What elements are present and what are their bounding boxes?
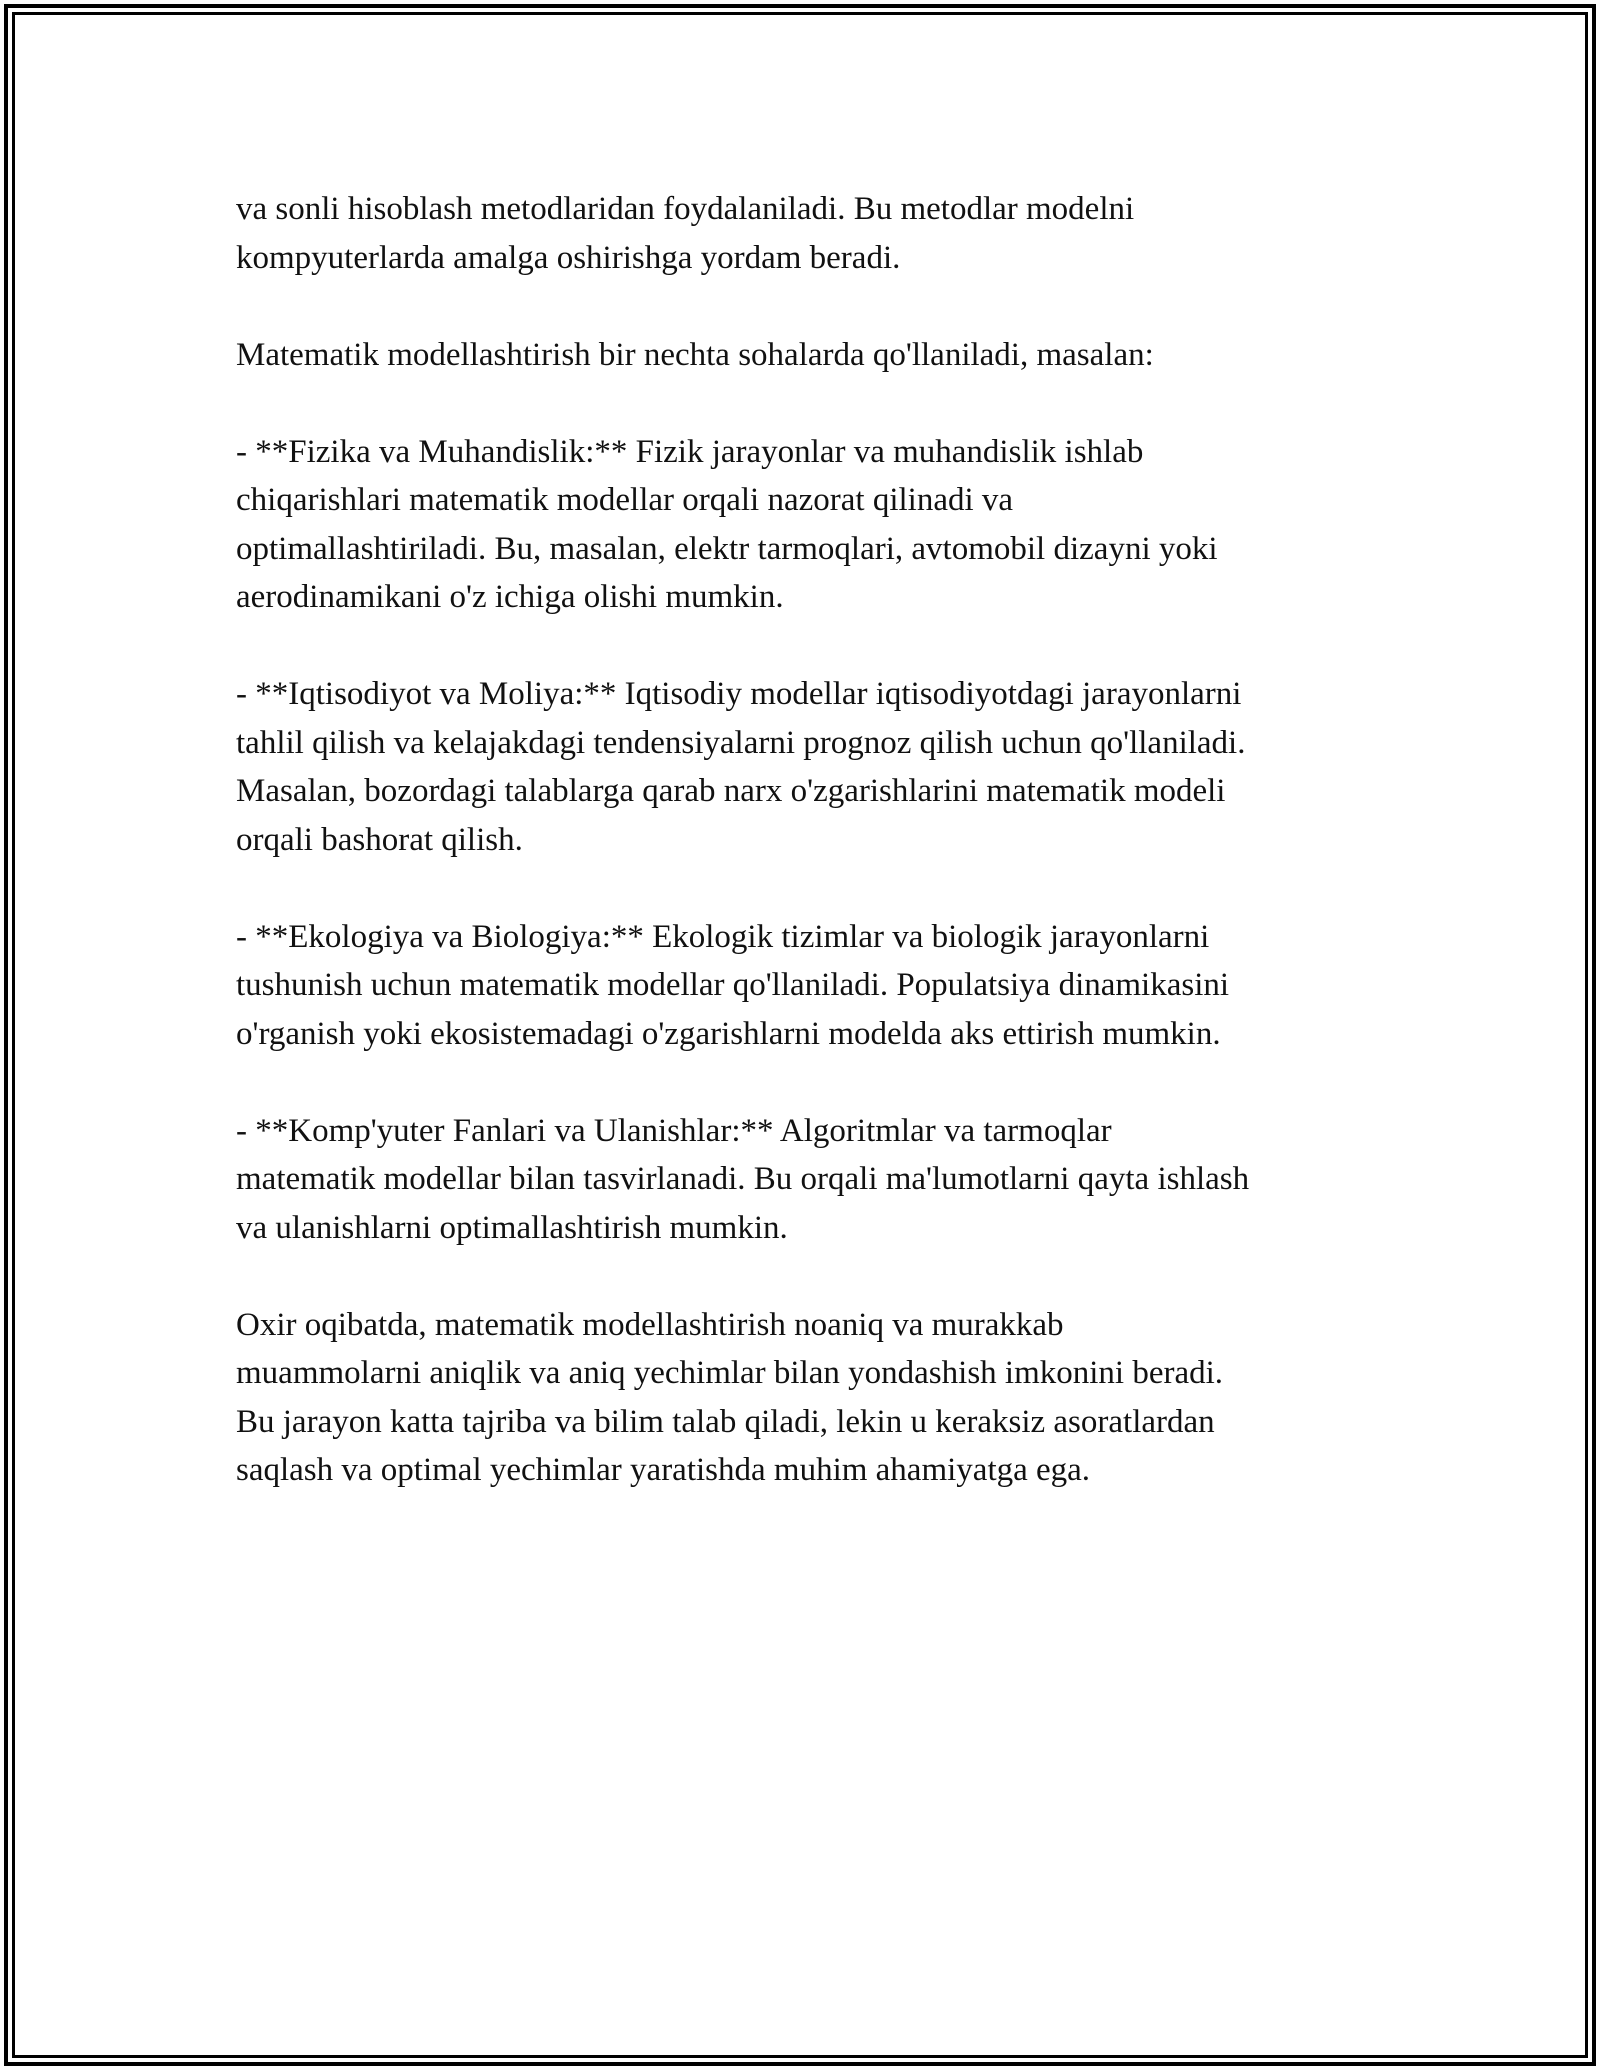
list-item-computer-science: [236, 1107, 1386, 1253]
text-line: kompyuterlarda amalga oshirishga yordam beradi.: [236, 239, 901, 276]
text-line: Oxir oqibatda, matematik modellashtirish noaniq va murakkab: [236, 1306, 1064, 1343]
text-line: va ulanishlarni optimallashtirish mumkin.: [236, 1209, 788, 1246]
paragraph-intro: [236, 185, 1386, 282]
text-line: tahlil qilish va kelajakdagi tendensiyalarni prognoz qilish uchun qo'llaniladi.: [236, 724, 1246, 761]
paragraph-conclusion: [236, 1301, 1386, 1495]
text-line: - **Ekologiya va Biologiya:** Ekologik tizimlar va biologik jarayonlarni: [236, 918, 1210, 955]
document-body: [236, 185, 1386, 1543]
list-item-ecology: [236, 913, 1386, 1059]
text-line: - **Fizika va Muhandislik:** Fizik jarayonlar va muhandislik ishlab: [236, 433, 1144, 470]
text-line: Matematik modellashtirish bir nechta sohalarda qo'llaniladi, masalan:: [236, 336, 1154, 373]
list-item-physics: [236, 428, 1386, 622]
text-line: - **Komp'yuter Fanlari va Ulanishlar:** Algoritmlar va tarmoqlar: [236, 1112, 1112, 1149]
text-line: optimallashtiriladi. Bu, masalan, elektr tarmoqlari, avtomobil dizayni yoki: [236, 530, 1218, 567]
text-line: matematik modellar bilan tasvirlanadi. Bu orqali ma'lumotlarni qayta ishlash: [236, 1161, 1250, 1197]
text-line: tushunish uchun matematik modellar qo'llaniladi. Populatsiya dinamikasini: [236, 967, 1230, 1003]
list-item-economics: [236, 670, 1386, 864]
text-line: Masalan, bozordagi talablarga qarab narx o'zgarishlarini matematik modeli: [236, 773, 1226, 809]
text-line: - **Iqtisodiyot va Moliya:** Iqtisodiy modellar iqtisodiyotdagi jarayonlarni: [236, 676, 1242, 712]
text-line: orqali bashorat qilish.: [236, 821, 523, 858]
paragraph-applications-intro: [236, 331, 1386, 380]
text-line: muammolarni aniqlik va aniq yechimlar bilan yondashish imkonini beradi.: [236, 1355, 1224, 1391]
text-line: Bu jarayon katta tajriba va bilim talab qiladi, lekin u keraksiz asoratlardan: [236, 1403, 1215, 1440]
text-line: chiqarishlari matematik modellar orqali nazorat qilinadi va: [236, 482, 1014, 518]
text-line: saqlash va optimal yechimlar yaratishda muhim ahamiyatga ega.: [236, 1452, 1091, 1488]
text-line: o'rganish yoki ekosistemadagi o'zgarishlarni modelda aks ettirish mumkin.: [236, 1015, 1221, 1052]
text-line: aerodinamikani o'z ichiga olishi mumkin.: [236, 579, 784, 615]
text-line: va sonli hisoblash metodlaridan foydalaniladi. Bu metodlar modelni: [236, 191, 1135, 227]
